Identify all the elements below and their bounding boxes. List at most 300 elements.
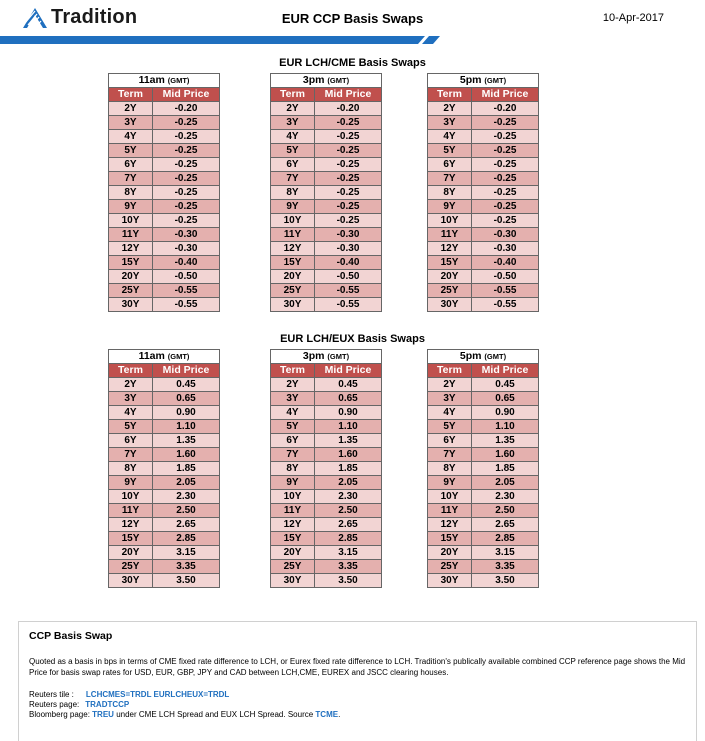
mid-price-cell: 3.15 — [472, 546, 539, 560]
mid-price-cell: -0.25 — [472, 172, 539, 186]
table-row — [271, 158, 382, 172]
table-row — [271, 214, 382, 228]
column-header-term: Term — [109, 88, 153, 102]
mid-price-cell: 2.05 — [153, 476, 220, 490]
table-row — [109, 434, 220, 448]
table-row — [109, 228, 220, 242]
mid-price-cell: -0.25 — [472, 144, 539, 158]
column-header-term: Term — [109, 364, 153, 378]
table-row — [428, 406, 539, 420]
column-header-mid-price: Mid Price — [472, 88, 539, 102]
table-row — [271, 200, 382, 214]
mid-price-cell: 3.50 — [315, 574, 382, 588]
reuters-page-link[interactable]: TRADTCCP — [85, 700, 130, 709]
table-row — [109, 406, 220, 420]
table-row — [428, 392, 539, 406]
mid-price-cell: -0.40 — [153, 256, 220, 270]
mid-price-cell: -0.25 — [315, 186, 382, 200]
term-cell: 11Y — [109, 504, 153, 518]
table-row — [109, 172, 220, 186]
table-row — [428, 228, 539, 242]
table-row — [428, 270, 539, 284]
table-row — [271, 476, 382, 490]
term-cell: 12Y — [428, 242, 472, 256]
term-cell: 5Y — [428, 144, 472, 158]
table-row — [109, 392, 220, 406]
term-cell: 4Y — [271, 406, 315, 420]
term-cell: 8Y — [271, 462, 315, 476]
time-header-row — [109, 350, 220, 364]
term-cell: 20Y — [428, 546, 472, 560]
column-header-row — [271, 88, 382, 102]
bloomberg-page-end: . — [338, 710, 341, 719]
mid-price-cell: -0.25 — [472, 158, 539, 172]
mid-price-cell: -0.25 — [153, 144, 220, 158]
reuters-page-line — [29, 700, 686, 710]
table-row — [109, 242, 220, 256]
table-row — [428, 462, 539, 476]
mid-price-cell: -0.55 — [153, 284, 220, 298]
term-cell: 12Y — [271, 518, 315, 532]
table-row — [428, 242, 539, 256]
time-header-row — [271, 350, 382, 364]
column-header-term: Term — [271, 88, 315, 102]
mid-price-cell: 3.50 — [153, 574, 220, 588]
mid-price-cell: -0.25 — [315, 116, 382, 130]
term-cell: 25Y — [428, 284, 472, 298]
table-row — [271, 102, 382, 116]
table-row — [109, 518, 220, 532]
mid-price-cell: 3.35 — [315, 560, 382, 574]
term-cell: 15Y — [271, 532, 315, 546]
mid-price-cell: 0.90 — [315, 406, 382, 420]
term-cell: 15Y — [271, 256, 315, 270]
term-cell: 3Y — [109, 392, 153, 406]
mid-price-cell: -0.25 — [315, 144, 382, 158]
term-cell: 15Y — [109, 532, 153, 546]
term-cell: 12Y — [109, 518, 153, 532]
table-row — [109, 158, 220, 172]
mid-price-cell: 2.50 — [472, 504, 539, 518]
mid-price-cell: 2.05 — [315, 476, 382, 490]
term-cell: 2Y — [271, 378, 315, 392]
term-cell: 10Y — [109, 214, 153, 228]
mid-price-cell: -0.25 — [153, 200, 220, 214]
bloomberg-page-line — [29, 710, 686, 720]
mid-price-cell: -0.25 — [315, 214, 382, 228]
document-title: EUR CCP Basis Swaps — [281, 11, 424, 26]
term-cell: 20Y — [109, 546, 153, 560]
term-cell: 4Y — [271, 130, 315, 144]
term-cell: 9Y — [109, 476, 153, 490]
table-row — [109, 214, 220, 228]
info-box — [18, 621, 697, 741]
mid-price-cell: -0.40 — [472, 256, 539, 270]
term-cell: 4Y — [109, 406, 153, 420]
term-cell: 10Y — [271, 490, 315, 504]
time-header — [428, 350, 539, 364]
mid-price-cell: 3.35 — [153, 560, 220, 574]
term-cell: 9Y — [428, 476, 472, 490]
term-cell: 8Y — [428, 462, 472, 476]
gmt-label: (GMT) — [327, 76, 350, 85]
mid-price-cell: 0.65 — [315, 392, 382, 406]
reuters-tile-link[interactable]: LCHCMES=TRDL EURLCHEUX=TRDL — [85, 690, 230, 699]
bloomberg-page-label: Bloomberg page: — [29, 710, 90, 719]
table-row — [109, 186, 220, 200]
time-label: 3pm — [302, 74, 325, 86]
term-cell: 5Y — [271, 144, 315, 158]
table-row — [271, 462, 382, 476]
mid-price-cell: -0.30 — [153, 242, 220, 256]
mid-price-cell: -0.30 — [315, 228, 382, 242]
mid-price-cell: 1.35 — [153, 434, 220, 448]
mid-price-cell: 1.85 — [472, 462, 539, 476]
bloomberg-page-link[interactable]: TREU — [92, 710, 114, 719]
mid-price-cell: 2.85 — [315, 532, 382, 546]
term-cell: 30Y — [271, 298, 315, 312]
mid-price-cell: -0.30 — [472, 242, 539, 256]
column-header-row — [109, 88, 220, 102]
term-cell: 3Y — [428, 116, 472, 130]
table-row — [428, 102, 539, 116]
header-accent-bar — [0, 36, 705, 44]
term-cell: 30Y — [428, 574, 472, 588]
mid-price-cell: -0.25 — [153, 116, 220, 130]
price-table — [270, 349, 382, 588]
term-cell: 5Y — [271, 420, 315, 434]
term-cell: 2Y — [428, 378, 472, 392]
term-cell: 12Y — [271, 242, 315, 256]
column-header-row — [109, 364, 220, 378]
term-cell: 10Y — [428, 490, 472, 504]
table-row — [271, 504, 382, 518]
time-header-row — [428, 350, 539, 364]
column-header-mid-price: Mid Price — [472, 364, 539, 378]
table-row — [271, 574, 382, 588]
column-header-row — [428, 88, 539, 102]
term-cell: 7Y — [428, 172, 472, 186]
mid-price-cell: 0.45 — [153, 378, 220, 392]
mid-price-cell: -0.20 — [315, 102, 382, 116]
reuters-page-label: Reuters page: — [29, 700, 80, 709]
mid-price-cell: 1.10 — [153, 420, 220, 434]
mid-price-cell: 1.10 — [472, 420, 539, 434]
table-row — [428, 144, 539, 158]
reuters-tile-line — [29, 690, 686, 700]
mid-price-cell: -0.25 — [153, 130, 220, 144]
term-cell: 7Y — [271, 448, 315, 462]
table-row — [428, 130, 539, 144]
table-row — [271, 298, 382, 312]
table-row — [428, 574, 539, 588]
term-cell: 15Y — [428, 532, 472, 546]
column-header-mid-price: Mid Price — [153, 88, 220, 102]
mid-price-cell: -0.20 — [153, 102, 220, 116]
mid-price-cell: -0.25 — [472, 200, 539, 214]
table-row — [428, 560, 539, 574]
column-header-term: Term — [428, 364, 472, 378]
term-cell: 6Y — [109, 158, 153, 172]
table-row — [109, 200, 220, 214]
price-table — [108, 73, 220, 312]
mid-price-cell: 3.15 — [315, 546, 382, 560]
page-header — [0, 0, 705, 44]
table-row — [109, 378, 220, 392]
term-cell: 8Y — [428, 186, 472, 200]
term-cell: 7Y — [428, 448, 472, 462]
mid-price-cell: -0.20 — [472, 102, 539, 116]
mid-price-cell: -0.25 — [472, 130, 539, 144]
table-row — [271, 420, 382, 434]
mid-price-cell: 1.60 — [315, 448, 382, 462]
gmt-label: (GMT) — [484, 352, 507, 361]
mid-price-cell: -0.25 — [315, 200, 382, 214]
table-row — [428, 298, 539, 312]
table-row — [271, 116, 382, 130]
table-row — [271, 186, 382, 200]
mid-price-cell: 0.65 — [153, 392, 220, 406]
time-label: 5pm — [459, 74, 482, 86]
table-row — [271, 284, 382, 298]
table-row — [109, 574, 220, 588]
price-table — [270, 73, 382, 312]
term-cell: 8Y — [109, 462, 153, 476]
column-header-mid-price: Mid Price — [315, 88, 382, 102]
table-row — [109, 144, 220, 158]
table-row — [271, 406, 382, 420]
mid-price-cell: 2.65 — [315, 518, 382, 532]
column-header-mid-price: Mid Price — [315, 364, 382, 378]
mid-price-cell: 2.05 — [472, 476, 539, 490]
mid-price-cell: 1.35 — [472, 434, 539, 448]
table-row — [109, 130, 220, 144]
table-row — [428, 420, 539, 434]
mid-price-cell: 0.90 — [153, 406, 220, 420]
term-cell: 11Y — [271, 504, 315, 518]
section-title-lch-eux: EUR LCH/EUX Basis Swaps — [280, 333, 425, 345]
term-cell: 10Y — [428, 214, 472, 228]
gmt-label: (GMT) — [167, 352, 190, 361]
table-row — [109, 256, 220, 270]
term-cell: 25Y — [271, 560, 315, 574]
term-cell: 30Y — [271, 574, 315, 588]
mid-price-cell: -0.55 — [472, 298, 539, 312]
table-row — [109, 546, 220, 560]
table-row — [109, 476, 220, 490]
table-row — [109, 298, 220, 312]
mid-price-cell: 0.90 — [472, 406, 539, 420]
term-cell: 3Y — [271, 392, 315, 406]
table-row — [109, 116, 220, 130]
term-cell: 4Y — [428, 406, 472, 420]
mid-price-cell: 2.85 — [472, 532, 539, 546]
table-row — [109, 462, 220, 476]
mid-price-cell: -0.25 — [153, 158, 220, 172]
mid-price-cell: -0.25 — [472, 214, 539, 228]
term-cell: 6Y — [271, 434, 315, 448]
mid-price-cell: -0.25 — [153, 214, 220, 228]
mid-price-cell: 2.30 — [315, 490, 382, 504]
mid-price-cell: -0.25 — [472, 186, 539, 200]
mid-price-cell: -0.30 — [315, 242, 382, 256]
mid-price-cell: 1.10 — [315, 420, 382, 434]
mid-price-cell: 2.50 — [153, 504, 220, 518]
mid-price-cell: 1.60 — [472, 448, 539, 462]
term-cell: 2Y — [271, 102, 315, 116]
table-row — [109, 284, 220, 298]
mid-price-cell: -0.40 — [315, 256, 382, 270]
info-description: Quoted as a basis in bps in terms of CME fixed rate difference to LCH, or Eurex fixed rate difference to LCH. Tradition's publically available combined CCP reference page shows the Mid Price for basis swap rates for USD, EUR, GBP, JPY and CAD between LCH,CME, EUREX and JSCC clearing houses. — [29, 657, 686, 677]
term-cell: 11Y — [428, 228, 472, 242]
table-row — [109, 420, 220, 434]
price-table — [427, 73, 539, 312]
term-cell: 11Y — [109, 228, 153, 242]
mid-price-cell: -0.25 — [153, 172, 220, 186]
table-row — [109, 270, 220, 284]
mid-price-cell: -0.50 — [472, 270, 539, 284]
mid-price-cell: 2.50 — [315, 504, 382, 518]
column-header-term: Term — [428, 88, 472, 102]
mid-price-cell: -0.30 — [153, 228, 220, 242]
mid-price-cell: 2.65 — [153, 518, 220, 532]
time-header — [109, 350, 220, 364]
time-label: 3pm — [302, 350, 325, 362]
mid-price-cell: -0.55 — [472, 284, 539, 298]
table-row — [428, 158, 539, 172]
table-row — [428, 172, 539, 186]
term-cell: 30Y — [109, 298, 153, 312]
table-row — [428, 518, 539, 532]
table-row — [271, 378, 382, 392]
time-label: 11am — [138, 350, 165, 362]
table-row — [109, 504, 220, 518]
table-row — [428, 116, 539, 130]
term-cell: 3Y — [109, 116, 153, 130]
term-cell: 10Y — [271, 214, 315, 228]
table-row — [428, 476, 539, 490]
column-header-row — [271, 364, 382, 378]
column-header-row — [428, 364, 539, 378]
table-row — [271, 144, 382, 158]
bloomberg-page-text: under CME LCH Spread and EUX LCH Spread. Source — [116, 710, 314, 719]
mid-price-cell: 3.35 — [472, 560, 539, 574]
mid-price-cell: 2.30 — [472, 490, 539, 504]
mid-price-cell: -0.50 — [153, 270, 220, 284]
term-cell: 20Y — [109, 270, 153, 284]
logo-text: Tradition — [51, 6, 138, 28]
gmt-label: (GMT) — [167, 76, 190, 85]
table-row — [271, 392, 382, 406]
term-cell: 9Y — [428, 200, 472, 214]
mid-price-cell: 1.35 — [315, 434, 382, 448]
table-row — [428, 214, 539, 228]
term-cell: 12Y — [428, 518, 472, 532]
column-header-mid-price: Mid Price — [153, 364, 220, 378]
term-cell: 30Y — [428, 298, 472, 312]
table-row — [109, 102, 220, 116]
table-row — [428, 186, 539, 200]
table-row — [271, 130, 382, 144]
term-cell: 8Y — [109, 186, 153, 200]
mid-price-cell: 3.50 — [472, 574, 539, 588]
mid-price-cell: -0.25 — [472, 116, 539, 130]
table-row — [428, 448, 539, 462]
term-cell: 4Y — [428, 130, 472, 144]
mid-price-cell: 1.85 — [153, 462, 220, 476]
term-cell: 12Y — [109, 242, 153, 256]
term-cell: 3Y — [271, 116, 315, 130]
term-cell: 2Y — [109, 102, 153, 116]
time-header-row — [109, 74, 220, 88]
table-row — [109, 490, 220, 504]
gmt-label: (GMT) — [484, 76, 507, 85]
table-row — [271, 256, 382, 270]
table-row — [271, 172, 382, 186]
table-row — [428, 532, 539, 546]
term-cell: 6Y — [271, 158, 315, 172]
term-cell: 2Y — [109, 378, 153, 392]
gmt-label: (GMT) — [327, 352, 350, 361]
table-row — [428, 546, 539, 560]
mid-price-cell: 0.45 — [472, 378, 539, 392]
table-row — [428, 284, 539, 298]
table-row — [428, 200, 539, 214]
mid-price-cell: 1.85 — [315, 462, 382, 476]
table-row — [428, 256, 539, 270]
time-header — [271, 74, 382, 88]
section-title-lch-cme: EUR LCH/CME Basis Swaps — [279, 57, 426, 69]
term-cell: 11Y — [271, 228, 315, 242]
mid-price-cell: -0.25 — [315, 130, 382, 144]
table-row — [109, 532, 220, 546]
term-cell: 5Y — [109, 144, 153, 158]
term-cell: 6Y — [109, 434, 153, 448]
time-header — [428, 74, 539, 88]
table-row — [271, 490, 382, 504]
term-cell: 25Y — [271, 284, 315, 298]
time-header — [109, 74, 220, 88]
mid-price-cell: -0.55 — [315, 284, 382, 298]
mid-price-cell: 1.60 — [153, 448, 220, 462]
table-row — [271, 434, 382, 448]
term-cell: 20Y — [271, 546, 315, 560]
mid-price-cell: 3.15 — [153, 546, 220, 560]
term-cell: 9Y — [271, 476, 315, 490]
term-cell: 15Y — [428, 256, 472, 270]
info-title: CCP Basis Swap — [29, 630, 113, 642]
table-row — [271, 242, 382, 256]
term-cell: 11Y — [428, 504, 472, 518]
term-cell: 20Y — [271, 270, 315, 284]
table-row — [271, 270, 382, 284]
term-cell: 25Y — [109, 560, 153, 574]
term-cell: 6Y — [428, 158, 472, 172]
term-cell: 5Y — [109, 420, 153, 434]
term-cell: 9Y — [109, 200, 153, 214]
term-cell: 8Y — [271, 186, 315, 200]
bloomberg-source-link[interactable]: TCME — [315, 710, 339, 719]
document-date: 10-Apr-2017 — [602, 12, 664, 24]
term-cell: 20Y — [428, 270, 472, 284]
table-row — [271, 448, 382, 462]
mid-price-cell: -0.30 — [472, 228, 539, 242]
term-cell: 10Y — [109, 490, 153, 504]
mid-price-cell: 0.65 — [472, 392, 539, 406]
table-row — [109, 560, 220, 574]
term-cell: 15Y — [109, 256, 153, 270]
mid-price-cell: 2.30 — [153, 490, 220, 504]
